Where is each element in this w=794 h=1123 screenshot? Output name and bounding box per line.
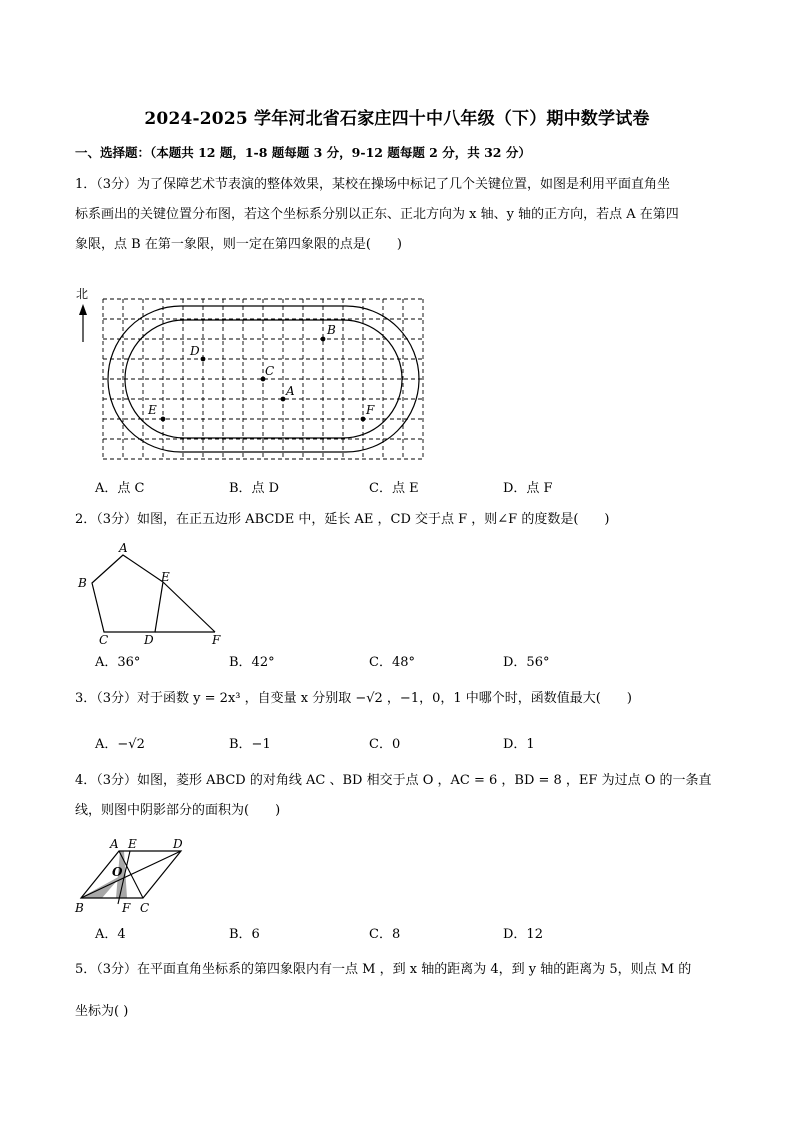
option-c[interactable]: C．8 [369, 927, 401, 942]
option-a[interactable]: A．−√2 [95, 737, 145, 752]
question-2-line-1: 2．（3分）如图，在正五边形 ABCDE 中，延长 AE ，CD 交于点 F ，则∠F 的度数是( ) [75, 512, 610, 527]
label-d: D [173, 837, 183, 851]
question-4-line-2: 线，则图中阴影部分的面积为( ) [75, 803, 281, 818]
point-b-dot [321, 337, 326, 342]
option-a[interactable]: A．点 C [95, 481, 145, 496]
extension-ae [163, 582, 215, 632]
point-c-label: C [265, 364, 275, 378]
label-f: F [122, 901, 131, 915]
question-1-line-1: 1．（3分）为了保障艺术节表演的整体效果，某校在操场中标记了几个关键位置，如图是利用平面直角坐 [75, 177, 671, 192]
option-a[interactable]: A．36° [95, 655, 141, 670]
point-f-dot [361, 417, 366, 422]
question-3-line-1: 3．（3分）对于函数 y = 2x³ ，自变量 x 分别取 −√2 ，−1，0，1 中哪个时，函数值最大( ) [75, 691, 632, 706]
label-c: C [99, 633, 109, 646]
question-5-line-2: 坐标为( ) [75, 1004, 129, 1019]
north-label: 北 [76, 287, 89, 301]
option-b[interactable]: B．点 D [229, 481, 280, 496]
question-1-figure-track-map [72, 284, 432, 469]
label-f: F [212, 633, 221, 646]
label-e: E [128, 837, 137, 851]
option-c[interactable]: C．点 E [369, 481, 419, 496]
pentagon-shape [92, 555, 163, 632]
question-1-line-3: 象限，点 B 在第一象限，则一定在第四象限的点是( ) [75, 237, 402, 252]
label-c: C [140, 901, 150, 915]
diagonal-bd [81, 851, 181, 898]
label-b: B [75, 901, 84, 915]
option-d[interactable]: D．12 [503, 927, 543, 942]
option-c[interactable]: C．48° [369, 655, 415, 670]
option-b[interactable]: B．42° [229, 655, 275, 670]
page-title: 2024-2025 学年河北省石家庄四十中八年级（下）期中数学试卷 [144, 109, 650, 129]
question-5-line-1: 5．（3分）在平面直角坐标系的第四象限内有一点 M ，到 x 轴的距离为 4，到 y 轴的距离为 5，则点 M 的 [75, 962, 692, 977]
option-d[interactable]: D．点 F [503, 481, 553, 496]
label-a: A [119, 541, 128, 555]
point-e-dot [161, 417, 166, 422]
point-a-dot [281, 397, 286, 402]
question-3-options [95, 733, 715, 753]
question-1-options [95, 477, 715, 497]
label-d: D [144, 633, 154, 646]
option-d[interactable]: D．1 [503, 737, 535, 752]
label-a: A [110, 837, 119, 851]
question-4-figure-rhombus [72, 836, 202, 916]
question-2-figure-pentagon [72, 540, 232, 646]
section-heading: 一、选择题：（本题共 12 题，1-8 题每题 3 分，9-12 题每题 2 分，共 32 分） [75, 145, 531, 160]
question-2 [75, 505, 725, 535]
point-e-label: E [148, 403, 157, 417]
option-c[interactable]: C．0 [369, 737, 401, 752]
question-5 [75, 955, 725, 1027]
option-b[interactable]: B．6 [229, 927, 260, 942]
question-4 [75, 766, 725, 826]
point-b-label: B [327, 323, 336, 337]
point-d-dot [201, 357, 206, 362]
label-b: B [78, 576, 87, 590]
label-o: O [112, 865, 123, 879]
option-b[interactable]: B．−1 [229, 737, 271, 752]
label-e: E [161, 570, 170, 584]
question-4-line-1: 4．（3分）如图，菱形 ABCD 的对角线 AC 、BD 相交于点 O ，AC = 6 ，BD = 8 ，EF 为过点 O 的一条直 [75, 773, 712, 788]
point-d-label: D [190, 344, 200, 358]
question-1 [75, 170, 725, 260]
question-4-options [95, 923, 715, 943]
point-f-label: F [366, 403, 375, 417]
question-2-options [95, 651, 715, 671]
question-3 [75, 684, 725, 714]
option-d[interactable]: D．56° [503, 655, 550, 670]
point-a-label: A [286, 384, 295, 398]
north-arrow [76, 287, 88, 342]
question-1-line-2: 标系画出的关键位置分布图，若这个坐标系分别以正东、正北方向为 x 轴、y 轴的正方向，若点 A 在第四 [75, 207, 679, 222]
option-a[interactable]: A．4 [95, 927, 126, 942]
